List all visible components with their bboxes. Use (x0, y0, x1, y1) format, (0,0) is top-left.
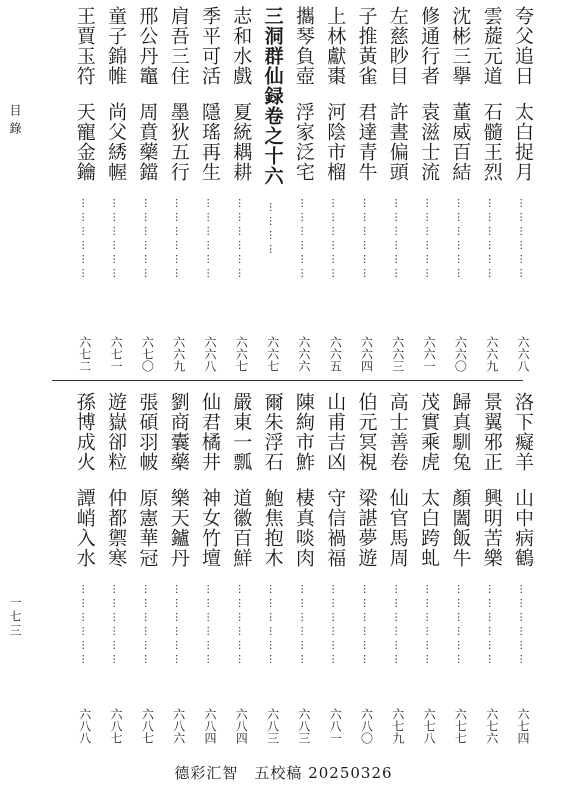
entry-page-number: 六六五 (328, 336, 343, 372)
entry-title-first: 嚴東一瓢 (230, 392, 253, 472)
entry-page-number: 六八七 (140, 708, 155, 744)
toc-entry (445, 392, 475, 744)
entry-page-number: 六八八 (77, 708, 92, 744)
entry-page-number: 六八七 (109, 708, 124, 744)
toc-entry (352, 392, 382, 744)
entry-title-first: 童子錦帷 (105, 6, 128, 86)
entry-title-second: 仲都禦寒 (105, 488, 128, 568)
leader-dots: ……………… (141, 198, 153, 282)
leader-dots: ……………… (329, 198, 341, 282)
entry-title-second: 浮家泛宅 (292, 102, 315, 182)
entry-title-second: 興明苦樂 (480, 488, 503, 568)
entry-title-second: 神女竹壇 (199, 488, 221, 568)
leader-dots: ……………… (423, 584, 435, 668)
leader-dots: ……………… (79, 198, 91, 282)
entry-title-second: 墨狄五行 (167, 102, 190, 182)
leader-dots: ……………… (486, 198, 498, 282)
entry-title-first: 劉商囊藥 (167, 392, 190, 472)
entry-title-second: 石髓王烈 (480, 102, 503, 182)
entry-page-number: 六六八 (203, 336, 217, 372)
leader-dots: ……………… (454, 198, 466, 282)
entry-title-first: 高士善卷 (386, 392, 409, 472)
leader-dots: ……………… (392, 584, 404, 668)
toc-entry (226, 6, 256, 372)
entry-title-first: 茂實乘虎 (418, 392, 441, 472)
entry-page-number: 六八一 (328, 708, 343, 744)
entry-title-first: 張碩羽帔 (136, 392, 159, 472)
entry-title-second: 顏闔飯牛 (449, 488, 472, 568)
entry-page-number: 六八四 (234, 708, 249, 744)
toc-entry (352, 6, 382, 372)
entry-title-first: 歸真馴兔 (449, 392, 472, 472)
entry-title-first: 攜琴負壺 (292, 6, 315, 86)
entry-title-first: 陳絢市鮓 (292, 392, 315, 472)
toc-entry (289, 392, 319, 744)
entry-page-number: 六七一 (109, 336, 124, 372)
entry-title-second: 太白跨虬 (418, 488, 441, 568)
volume-title: 三洞群仙録卷之十六 (261, 6, 284, 186)
entry-title-first: 王賈玉符 (73, 6, 96, 86)
toc-entry (414, 392, 444, 744)
toc-entry (195, 6, 225, 372)
entry-page-number: 六七八 (422, 708, 437, 744)
leader-dots: ……………… (298, 584, 310, 668)
leader-dots: ……………… (361, 198, 372, 282)
entry-page-number: 六七七 (453, 708, 468, 744)
entry-page-number: 六七二 (77, 336, 92, 372)
toc-entry (164, 392, 194, 744)
leader-dots: ……………… (517, 584, 529, 668)
entry-title-first: 山甫吉凶 (324, 392, 347, 472)
entry-title-second: 棲真啖肉 (292, 488, 315, 568)
leader-dots: ……………… (392, 198, 404, 282)
toc-entry (477, 6, 507, 372)
entry-title-second: 隱瑤再生 (199, 102, 221, 182)
toc-entry (508, 6, 538, 372)
leader-dots: ……………… (235, 198, 247, 282)
toc-entry (70, 6, 100, 372)
entry-page-number: 六六六 (296, 336, 311, 372)
leader-dots: ……………… (329, 584, 341, 668)
entry-title-second: 譚峭入水 (73, 488, 96, 568)
leader-dots: ……………… (423, 198, 435, 282)
toc-entry (289, 6, 319, 372)
entry-title-first: 志和水戲 (230, 6, 253, 86)
entry-page-number: 六六四 (359, 336, 374, 372)
leader-dots: ……………… (204, 198, 216, 282)
toc-entry (226, 392, 256, 744)
entry-title-second: 守信禍福 (324, 488, 347, 568)
toc-entry (132, 6, 162, 372)
leader-dots: ……………… (110, 584, 122, 668)
toc-entry (195, 392, 225, 744)
entry-title-first: 左慈眇目 (386, 6, 409, 86)
page-number: 一七三 (8, 596, 22, 638)
entry-title-first: 季平可活 (199, 6, 221, 86)
entry-title-second: 梁諶夢遊 (355, 488, 378, 568)
entry-title-first: 邢公丹竈 (136, 6, 159, 86)
leader-dots: ……………… (517, 198, 529, 282)
toc-entry (70, 392, 100, 744)
entry-page-number: 六八四 (203, 708, 217, 744)
leader-dots: ……………… (141, 584, 153, 668)
toc-entry (320, 392, 350, 744)
entry-title-second: 樂天鑪丹 (167, 488, 190, 568)
entry-page-number: 六七六 (484, 708, 499, 744)
entry-page-number: 六六七 (234, 336, 249, 372)
leader-dots: ……………… (486, 584, 498, 668)
entry-title-first: 孫博成火 (73, 392, 96, 472)
leader-dots: ……………… (173, 584, 185, 668)
leader-dots: ……………… (235, 584, 247, 668)
entry-title-second: 夏統耦耕 (230, 102, 253, 182)
entry-title-first: 上林獻棗 (324, 6, 347, 86)
leader-dots: ……………… (204, 584, 216, 668)
entry-title-second: 山中病鶴 (512, 488, 534, 568)
entry-page-number: 六六七 (265, 336, 280, 372)
entry-page-number: 六八三 (265, 708, 280, 744)
section-divider (52, 380, 523, 381)
entry-title-first: 肩吾三住 (167, 6, 190, 86)
footer-date: 20250326 (308, 764, 393, 782)
entry-title-second: 原憲華冠 (136, 488, 159, 568)
toc-entry (414, 6, 444, 372)
entry-title-second: 仙官馬周 (386, 488, 409, 568)
running-title: 目錄 (8, 104, 22, 140)
entry-title-second: 太白捉月 (512, 102, 534, 182)
entry-page-number: 六八〇 (359, 708, 374, 744)
entry-title-first: 沈彬三擧 (449, 6, 472, 86)
entry-title-first: 洛下癡羊 (512, 392, 534, 472)
leader-dots: ……………… (361, 584, 372, 668)
entry-title-second: 董威百結 (449, 102, 472, 182)
footer-publisher: 德彩汇智 (174, 764, 239, 782)
entry-page-number: 六六八 (516, 336, 530, 372)
toc-entry (508, 392, 538, 744)
leader-dots: ……………… (173, 198, 185, 282)
toc-entry (101, 6, 131, 372)
footer (0, 762, 567, 783)
entry-title-first: 伯元冥視 (355, 392, 378, 472)
entry-page-number: 六六一 (422, 336, 437, 372)
entry-page-number: 六八三 (296, 708, 311, 744)
toc-entry (132, 392, 162, 744)
entry-title-second: 袁滋士流 (418, 102, 441, 182)
entry-title-first: 仙君橘井 (199, 392, 221, 472)
entry-page-number: 六六〇 (453, 336, 468, 372)
entry-title-first: 遊嶽卻粒 (105, 392, 128, 472)
entry-title-first: 修通行者 (418, 6, 441, 86)
entry-title-first: 景翼邪正 (480, 392, 503, 472)
entry-page-number: 六七四 (516, 708, 530, 744)
toc-entry (383, 392, 413, 744)
toc-entry (258, 392, 288, 744)
entry-title-second: 道徽百鮮 (230, 488, 253, 568)
entry-title-second: 鮑焦抱木 (261, 488, 284, 568)
entry-page-number: 六八六 (171, 708, 186, 744)
leader-dots: ……………… (298, 198, 310, 282)
leader-dots: ……………… (454, 584, 466, 668)
entry-title-second: 許晝偏頭 (386, 102, 409, 182)
toc-entry (477, 392, 507, 744)
entry-title-first: 爾朱浮石 (261, 392, 284, 472)
toc-entry (101, 392, 131, 744)
toc-entry (383, 6, 413, 372)
toc-entry (164, 6, 194, 372)
leader-dots: ……………… (110, 198, 122, 282)
toc-entry (320, 6, 350, 372)
entry-page-number: 六六九 (484, 336, 499, 372)
entry-page-number: 六六三 (390, 336, 405, 372)
entry-title-second: 周賁藥鐺 (136, 102, 159, 182)
leader-dots: ……………… (267, 584, 279, 668)
entry-title-second: 天寵金鑰 (73, 102, 96, 182)
leader-dots: ………… (267, 202, 279, 258)
entry-page-number: 六七九 (390, 708, 405, 744)
entry-page-number: 六七〇 (140, 336, 155, 372)
entry-title-second: 河陰市榴 (324, 102, 347, 182)
footer-edition: 五校稿 (254, 764, 303, 782)
volume-heading (258, 6, 288, 372)
entry-title-first: 雲蔙元道 (480, 6, 503, 86)
entry-title-first: 子推黃雀 (355, 6, 378, 86)
entry-page-number: 六六九 (171, 336, 186, 372)
leader-dots: ……………… (79, 584, 91, 668)
entry-title-first: 夸父追日 (512, 6, 534, 86)
toc-entry (445, 6, 475, 372)
entry-title-second: 尚父綉幄 (105, 102, 128, 182)
entry-title-second: 君達青牛 (355, 102, 378, 182)
